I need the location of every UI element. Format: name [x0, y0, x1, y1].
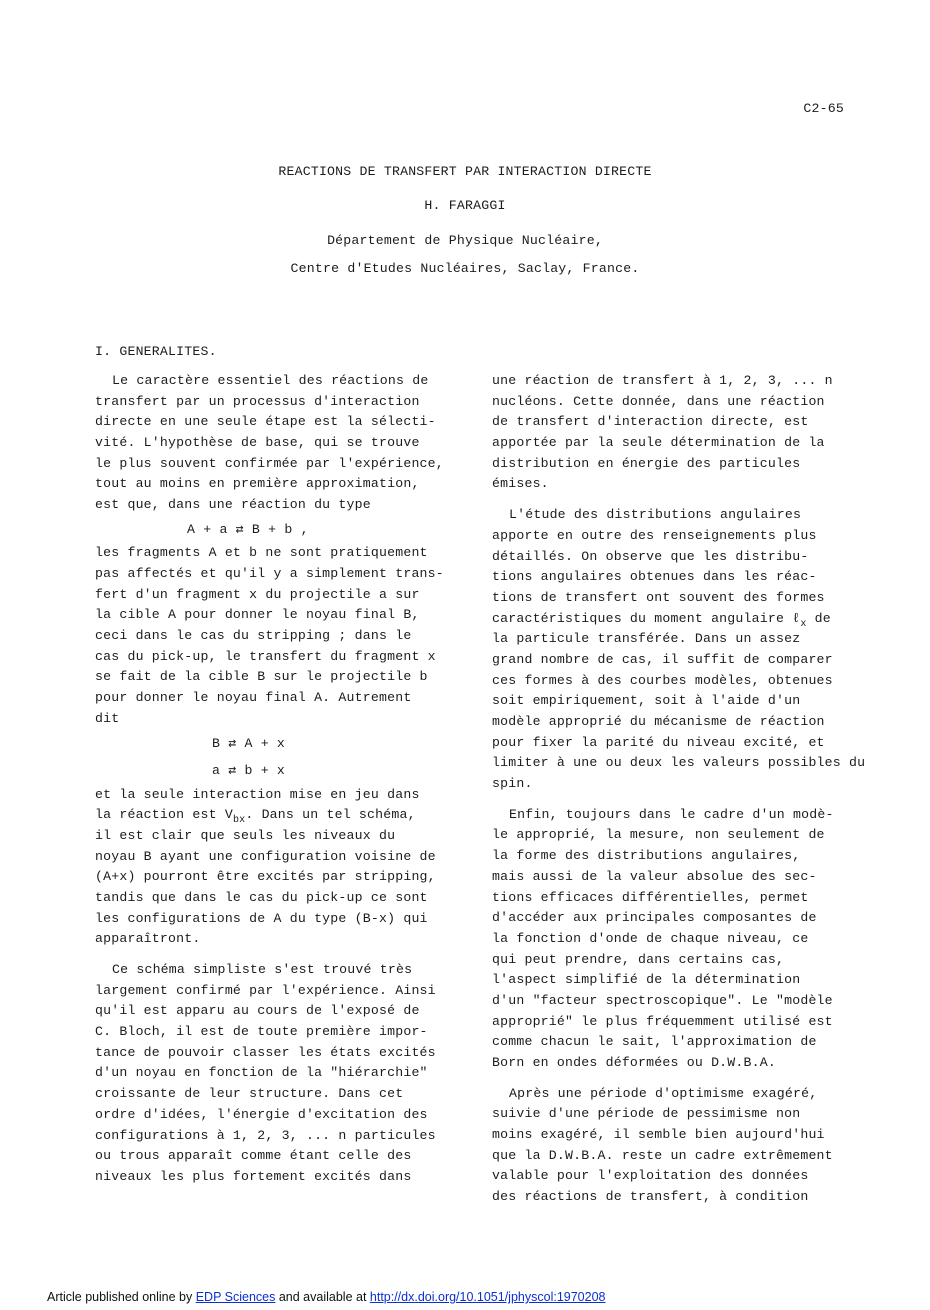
text-line: spin. [492, 776, 533, 792]
text-line: grand nombre de cas, il suffit de comparer [492, 651, 833, 667]
text-line [492, 609, 854, 630]
text-line: dit [95, 710, 120, 726]
text-line: émises. [492, 476, 549, 492]
text-line: largement confirmé par l'expérience. Ainsi [95, 982, 436, 998]
text-line: tance de pouvoir classer les états excités [95, 1044, 436, 1060]
text-line: qu'il est apparu au cours de l'exposé de [95, 1003, 420, 1019]
text-line: niveaux les plus fortement excités dans [95, 1168, 412, 1184]
text-line: que la D.W.B.A. reste un cadre extrêmement [492, 1147, 833, 1163]
equation: a ⇄ b + x [212, 763, 286, 778]
doi-link[interactable]: http://dx.doi.org/10.1051/jphyscol:1970208 [369, 1290, 606, 1304]
text-line: Born en ondes déformées ou D.W.B.A. [492, 1055, 776, 1070]
text-line: détaillés. On observe que les distribu- [492, 548, 809, 564]
text-line: (A+x) pourront être excités par stripping, [95, 869, 436, 885]
text-line: nucléons. Cette donnée, dans une réaction [492, 393, 825, 409]
page-number: C2-65 [803, 101, 844, 116]
text-line: apparaîtront. [95, 931, 201, 947]
text-line: tout au moins en première approximation, [95, 476, 420, 492]
paper-title: REACTIONS DE TRANSFERT PAR INTERACTION DIRECTE [278, 164, 652, 179]
text-line: ou trous apparaît comme étant celle des [95, 1148, 412, 1164]
text-line: suivie d'une période de pessimisme non [492, 1106, 801, 1122]
paragraph [492, 805, 854, 1074]
text-span: . Dans un tel schéma, [245, 807, 416, 823]
text-line: la forme des distributions angulaires, [492, 848, 801, 864]
text-line: croissante de leur structure. Dans cet [95, 1086, 404, 1102]
paragraph [492, 371, 854, 495]
text-line [95, 805, 457, 826]
text-line: tandis que dans le cas du pick-up ce sont [95, 889, 428, 905]
left-column [95, 371, 457, 1188]
text-line: l'aspect simplifié de la détermination [492, 972, 801, 988]
text-line: fert d'un fragment x du projectile a sur [95, 586, 420, 602]
text-line: la cible A pour donner le noyau final B, [95, 607, 420, 623]
paragraph [95, 371, 457, 516]
text-line: Ce schéma simpliste s'est trouvé très [112, 962, 413, 977]
text-line: se fait de la cible B sur le projectile b [95, 669, 428, 685]
text-line: L'étude des distributions angulaires [509, 507, 802, 523]
paragraph [95, 543, 457, 729]
text-line: Après une période d'optimisme exagéré, [509, 1085, 818, 1101]
text-line: soit empiriquement, soit à l'aide d'un [492, 693, 801, 709]
text-line: vité. L'hypothèse de base, qui se trouve [95, 435, 420, 451]
paragraph [492, 505, 866, 795]
text-line: de transfert d'interaction directe, est [492, 414, 809, 430]
text-line: est que, dans une réaction du type [95, 497, 371, 513]
text-line: ordre d'idées, l'énergie d'excitation des [95, 1106, 428, 1122]
subscript: bx [232, 815, 246, 827]
text-line: transfert par un processus d'interaction [95, 393, 420, 409]
paragraph [95, 960, 457, 1188]
text-line: directe en une seule étape est la sélecti- [95, 414, 436, 430]
text-line: et la seule interaction mise en jeu dans [95, 786, 420, 802]
text-line: apporte en outre des renseignements plus [492, 527, 817, 543]
text-line: C. Bloch, il est de toute première impor- [95, 1024, 428, 1040]
equation: B ⇄ A + x [212, 735, 286, 751]
text-line: modèle approprié du mécanisme de réaction [492, 714, 825, 729]
text-line: moins exagéré, il semble bien aujourd'hui [492, 1127, 825, 1143]
text-line: pour donner le noyau final A. Autrement [95, 690, 412, 706]
section-heading: I. GENERALITES. [95, 344, 217, 359]
publisher-footer [47, 1290, 605, 1304]
text-line: apportée par la seule détermination de la [492, 435, 825, 451]
text-line: la particule transférée. Dans un assez [492, 631, 801, 647]
text-line: les fragments A et b ne sont pratiquement [95, 545, 428, 561]
text-line: d'un noyau en fonction de la "hiérarchie" [95, 1065, 428, 1081]
text-line: Enfin, toujours dans le cadre d'un modè- [509, 806, 834, 822]
author: H. FARAGGI [424, 198, 506, 213]
footer-text: Article published online by [47, 1290, 196, 1304]
text-line: il est clair que seuls les niveaux du [95, 827, 396, 843]
text-line: distribution en énergie des particules [492, 455, 801, 471]
text-line: le plus souvent confirmée par l'expérience, [95, 455, 444, 471]
equation: A + a ⇄ B + b , [187, 521, 309, 537]
text-line: tions angulaires obtenues dans les réac- [492, 569, 817, 585]
text-line: ces formes à des courbes modèles, obtenues [492, 672, 833, 688]
text-line: cas du pick-up, le transfert du fragment x [95, 648, 436, 664]
text-line: comme chacun le sait, l'approximation de [492, 1034, 817, 1050]
text-line: d'un "facteur spectroscopique". Le "modèle [492, 992, 833, 1008]
paragraph [492, 1084, 854, 1208]
text-line: le approprié, la mesure, non seulement de [492, 827, 825, 843]
text-line: la fonction d'onde de chaque niveau, ce [492, 930, 809, 946]
text-span: la réaction est V [95, 807, 233, 823]
text-line: approprié" le plus fréquemment utilisé est [492, 1013, 833, 1029]
text-line: noyau B ayant une configuration voisine de [95, 848, 436, 864]
text-line: Le caractère essentiel des réactions de [112, 373, 429, 388]
text-line: pas affectés et qu'il y a simplement trans- [95, 566, 444, 581]
text-line: des réactions de transfert, à condition [492, 1189, 809, 1205]
publisher-link[interactable]: EDP Sciences [195, 1290, 276, 1304]
text-span: caractéristiques du moment angulaire ℓ [492, 610, 801, 626]
subscript: x [800, 618, 807, 630]
affiliation-line: Centre d'Etudes Nucléaires, Saclay, France. [290, 261, 640, 276]
affiliation-line: Département de Physique Nucléaire, [327, 233, 603, 248]
text-line: qui peut prendre, dans certains cas, [492, 951, 785, 967]
text-span: de [806, 610, 831, 626]
text-line: mais aussi de la valeur absolue des sec- [492, 868, 817, 884]
text-line: une réaction de transfert à 1, 2, 3, ... n [492, 373, 833, 388]
text-line: configurations à 1, 2, 3, ... n particules [95, 1127, 436, 1143]
footer-text: and available at [275, 1290, 370, 1304]
text-line: limiter à une ou deux les valeurs possibles du [492, 755, 866, 771]
text-line: tions efficaces différentielles, permet [492, 889, 809, 905]
text-line: les configurations de A du type (B-x) qui [95, 910, 428, 926]
text-line: valable pour l'exploitation des données [492, 1168, 809, 1184]
text-line: tions de transfert ont souvent des formes [492, 589, 825, 605]
paragraph [95, 785, 457, 951]
text-line: d'accéder aux principales composantes de [492, 910, 817, 926]
text-line: ceci dans le cas du stripping ; dans le [95, 628, 412, 644]
right-column [492, 371, 866, 1208]
text-line: pour fixer la parité du niveau excité, et [492, 734, 825, 750]
